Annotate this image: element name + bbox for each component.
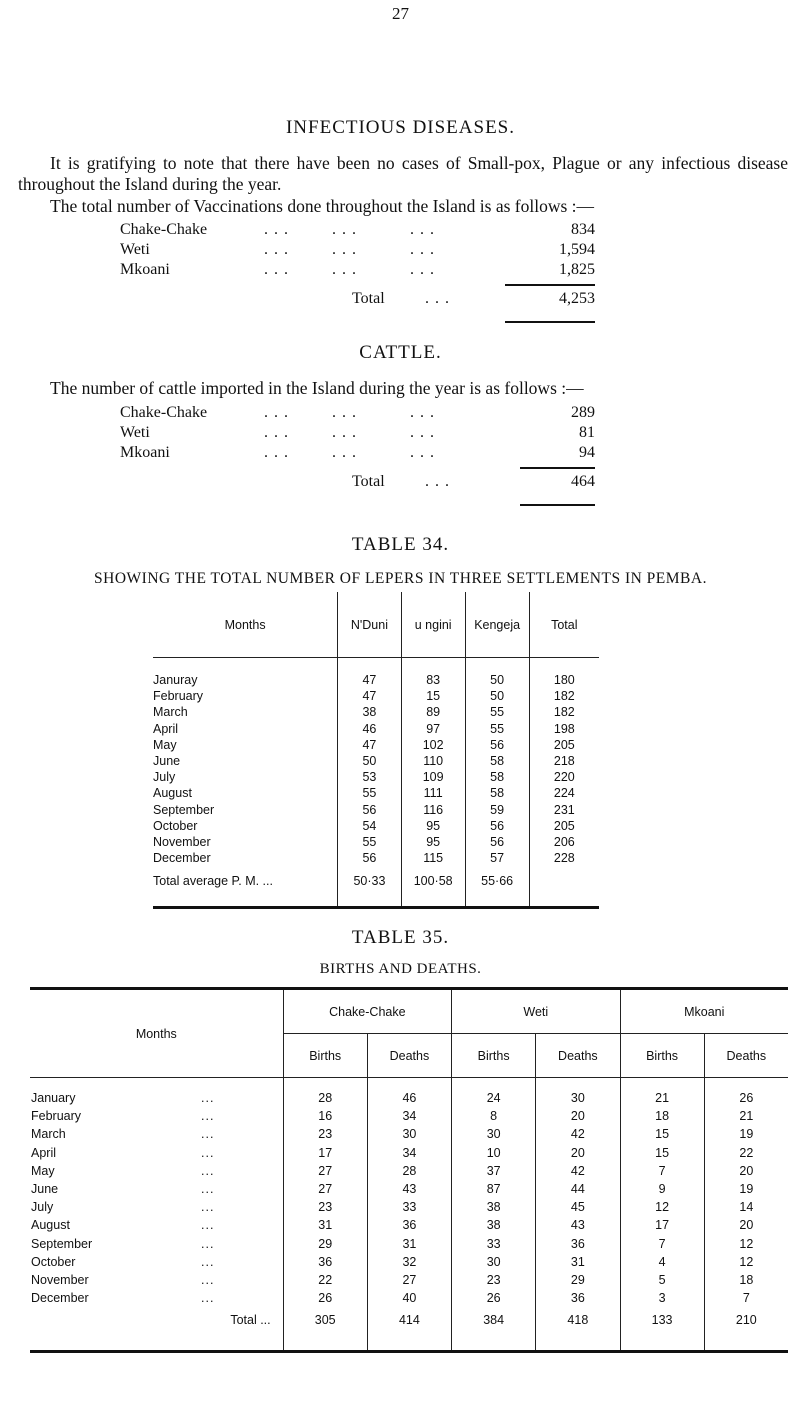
lepers-table <box>153 592 599 909</box>
table-cell: 26 <box>283 1289 367 1307</box>
vaccination-row: Chake-Chake ... ... ... 834 <box>120 221 595 238</box>
sum-rule <box>505 284 595 286</box>
leader-dots: ... <box>201 1291 215 1306</box>
vaccination-intro: The total number of Vaccinations done throughout the Island is as follows :— <box>50 196 595 216</box>
table-cell: 33 <box>367 1198 451 1216</box>
table-cell: 30 <box>452 1125 536 1143</box>
table-cell: 231 <box>529 802 599 818</box>
table35-subtitle: BIRTHS AND DEATHS. <box>319 961 482 977</box>
leader-dots: ... <box>410 261 440 278</box>
table-cell: 12 <box>704 1253 788 1271</box>
table-row <box>30 1180 788 1198</box>
table-cell: 18 <box>704 1271 788 1289</box>
table-cell: 56 <box>465 737 529 753</box>
table-cell: 4 <box>620 1253 704 1271</box>
leader-dots: ... <box>332 241 362 258</box>
cattle-row: Mkoani ... ... ... 94 <box>120 444 595 461</box>
leader-dots: ... <box>201 1254 215 1269</box>
table-cell: 224 <box>529 785 599 801</box>
table-cell: 10 <box>452 1144 536 1162</box>
table-cell: 32 <box>367 1253 451 1271</box>
row-label: March <box>153 705 188 720</box>
col-header-births: Births <box>283 1034 367 1078</box>
table-cell: 17 <box>283 1144 367 1162</box>
row-label: January ... <box>31 1091 215 1106</box>
row-label: November <box>153 834 211 849</box>
table-cell: 15 <box>401 688 465 704</box>
col-header-kengeja: Kengeja <box>465 592 529 658</box>
table-cell: 55 <box>465 704 529 720</box>
table-cell: 43 <box>367 1180 451 1198</box>
table-cell: 305 <box>283 1307 367 1352</box>
table-cell: 36 <box>536 1235 620 1253</box>
table-cell: 14 <box>704 1198 788 1216</box>
leader-dots: ... <box>332 424 362 441</box>
vaccination-list <box>120 221 595 311</box>
table34-title: TABLE 34. <box>351 534 450 555</box>
table-row <box>153 753 599 769</box>
table-cell: 95 <box>401 818 465 834</box>
leader-dots: ... <box>201 1109 215 1124</box>
table-cell: 55·66 <box>465 866 529 908</box>
row-label: August <box>153 786 192 801</box>
table-cell: 9 <box>620 1180 704 1198</box>
table-cell: 57 <box>465 850 529 866</box>
table-cell: 115 <box>401 850 465 866</box>
leader-dots: ... <box>332 444 362 461</box>
leader-dots: ... <box>332 261 362 278</box>
table-cell: 89 <box>401 704 465 720</box>
table-cell: 205 <box>529 818 599 834</box>
table-cell: 17 <box>620 1216 704 1234</box>
table-cell: 47 <box>338 737 402 753</box>
leader-dots: ... <box>332 404 362 421</box>
table-cell <box>529 866 599 908</box>
table-cell: 116 <box>401 802 465 818</box>
table-cell: 20 <box>704 1162 788 1180</box>
table-cell: 38 <box>338 704 402 720</box>
table-row <box>30 1144 788 1162</box>
table-cell: 28 <box>283 1078 367 1108</box>
table-cell: 56 <box>338 850 402 866</box>
table-row <box>153 721 599 737</box>
table-cell: 83 <box>401 658 465 689</box>
table-cell: 33 <box>452 1235 536 1253</box>
table-cell: 37 <box>452 1162 536 1180</box>
leader-dots: ... <box>264 221 294 238</box>
table-cell: 16 <box>283 1107 367 1125</box>
table-row <box>30 1107 788 1125</box>
table-cell: 228 <box>529 850 599 866</box>
table-cell: 29 <box>283 1235 367 1253</box>
table-cell: 15 <box>620 1144 704 1162</box>
table-cell: 58 <box>465 753 529 769</box>
table-cell: 18 <box>620 1107 704 1125</box>
table-cell: 21 <box>704 1107 788 1125</box>
table-cell: 19 <box>704 1125 788 1143</box>
group-header-weti: Weti <box>452 989 620 1034</box>
table-cell: 28 <box>367 1162 451 1180</box>
table-row <box>30 1078 788 1108</box>
table-cell: 50·33 <box>338 866 402 908</box>
cattle-heading: CATTLE. <box>359 342 442 363</box>
table-cell: 97 <box>401 721 465 737</box>
table-cell: 182 <box>529 688 599 704</box>
table-cell: 102 <box>401 737 465 753</box>
table-cell: 36 <box>283 1253 367 1271</box>
leader-dots: ... <box>201 1163 215 1178</box>
col-header-total: Total <box>529 592 599 658</box>
table-cell: 54 <box>338 818 402 834</box>
table35-title: TABLE 35. <box>351 927 450 948</box>
leader-dots: ... <box>201 1145 215 1160</box>
table-cell: 50 <box>465 658 529 689</box>
table-cell: 43 <box>536 1216 620 1234</box>
table-row <box>153 658 599 689</box>
table-cell: 59 <box>465 802 529 818</box>
table-cell: 58 <box>465 769 529 785</box>
table-cell: 42 <box>536 1162 620 1180</box>
row-label: Total ... <box>230 1313 271 1328</box>
table-cell: 56 <box>465 834 529 850</box>
total-row <box>30 1307 788 1352</box>
leader-dots: ... <box>264 424 294 441</box>
table-cell: 182 <box>529 704 599 720</box>
leader-dots: ... <box>264 404 294 421</box>
cattle-intro: The number of cattle imported in the Island during the year is as follows :— <box>50 378 584 398</box>
page-number: 27 <box>392 4 409 23</box>
table-cell: 384 <box>452 1307 536 1352</box>
table-cell: 23 <box>283 1198 367 1216</box>
table-cell: 31 <box>367 1235 451 1253</box>
table-row <box>30 1289 788 1307</box>
leader-dots: ... <box>201 1127 215 1142</box>
row-label: June ... <box>31 1182 215 1197</box>
table-cell: 27 <box>367 1271 451 1289</box>
table-cell: 133 <box>620 1307 704 1352</box>
leader-dots: ... <box>201 1200 215 1215</box>
row-label: April ... <box>31 1145 215 1160</box>
row-label: October ... <box>31 1254 215 1269</box>
table-cell: 47 <box>338 658 402 689</box>
leader-dots: ... <box>264 444 294 461</box>
row-label: May <box>153 737 177 752</box>
row-label: December <box>153 851 211 866</box>
table-row <box>30 1198 788 1216</box>
table-cell: 30 <box>367 1125 451 1143</box>
table-cell: 46 <box>367 1078 451 1108</box>
table34-subtitle: SHOWING THE TOTAL NUMBER OF LEPERS IN THREE SETTLEMENTS IN PEMBA. <box>94 570 707 587</box>
table-cell: 46 <box>338 721 402 737</box>
table-cell: 27 <box>283 1180 367 1198</box>
row-label: March ... <box>31 1127 215 1142</box>
table-cell: 206 <box>529 834 599 850</box>
table-cell: 27 <box>283 1162 367 1180</box>
table-cell: 58 <box>465 785 529 801</box>
leader-dots: ... <box>410 424 440 441</box>
table-row <box>153 850 599 866</box>
leader-dots: ... <box>410 404 440 421</box>
leader-dots: ... <box>201 1236 215 1251</box>
row-label: December ... <box>31 1291 215 1306</box>
table-cell: 55 <box>338 834 402 850</box>
table-cell: 47 <box>338 688 402 704</box>
table-cell: 31 <box>283 1216 367 1234</box>
table-row <box>153 737 599 753</box>
table-cell: 30 <box>536 1078 620 1108</box>
leader-dots: ... <box>425 473 455 490</box>
table-cell: 50 <box>465 688 529 704</box>
table-header-row <box>153 592 599 658</box>
row-label: September <box>153 802 215 817</box>
leader-dots: ... <box>264 261 294 278</box>
table-cell: 218 <box>529 753 599 769</box>
table-cell: 111 <box>401 785 465 801</box>
leader-dots: ... <box>410 221 440 238</box>
row-label: June <box>153 754 181 769</box>
table-cell: 50 <box>338 753 402 769</box>
row-label: Total average P. M. ... <box>153 874 273 889</box>
leader-dots: ... <box>264 241 294 258</box>
table-cell: 20 <box>536 1107 620 1125</box>
group-header-mkoani: Mkoani <box>620 989 788 1034</box>
row-label: August ... <box>31 1218 215 1233</box>
col-header-deaths: Deaths <box>367 1034 451 1078</box>
table-cell: 38 <box>452 1198 536 1216</box>
table-cell: 220 <box>529 769 599 785</box>
table-cell: 210 <box>704 1307 788 1352</box>
table-row <box>30 1235 788 1253</box>
table-group-header-row <box>30 989 788 1034</box>
table-cell: 3 <box>620 1289 704 1307</box>
table-cell: 22 <box>283 1271 367 1289</box>
leader-dots: ... <box>425 290 455 307</box>
row-label: July ... <box>31 1200 215 1215</box>
leader-dots: ... <box>410 241 440 258</box>
table-cell: 34 <box>367 1144 451 1162</box>
col-header-deaths: Deaths <box>704 1034 788 1078</box>
table-cell: 5 <box>620 1271 704 1289</box>
table-cell: 23 <box>452 1271 536 1289</box>
row-label: July <box>153 770 176 785</box>
table-row <box>30 1216 788 1234</box>
table-cell: 110 <box>401 753 465 769</box>
table-row <box>30 1125 788 1143</box>
table-row <box>153 704 599 720</box>
cattle-list <box>120 404 595 494</box>
table-cell: 45 <box>536 1198 620 1216</box>
table-row <box>153 769 599 785</box>
total-row <box>153 866 599 908</box>
table-row <box>153 834 599 850</box>
cattle-row: Weti ... ... ... 81 <box>120 424 595 441</box>
infectious-heading: INFECTIOUS DISEASES. <box>285 117 516 138</box>
table-cell: 205 <box>529 737 599 753</box>
cattle-total-row: Total ... 464 <box>352 473 595 490</box>
col-header-deaths: Deaths <box>536 1034 620 1078</box>
table-cell: 198 <box>529 721 599 737</box>
leader-dots: ... <box>410 444 440 461</box>
table-cell: 21 <box>620 1078 704 1108</box>
table-cell: 31 <box>536 1253 620 1271</box>
table-cell: 20 <box>704 1216 788 1234</box>
table-cell: 42 <box>536 1125 620 1143</box>
row-label: April <box>153 721 179 736</box>
total-rule <box>505 321 595 323</box>
table-cell: 40 <box>367 1289 451 1307</box>
group-header-chake-chake: Chake-Chake <box>283 989 451 1034</box>
leader-dots: ... <box>201 1182 215 1197</box>
table-cell: 7 <box>704 1289 788 1307</box>
table-row <box>30 1253 788 1271</box>
leader-dots: ... <box>201 1218 215 1233</box>
table-cell: 56 <box>338 802 402 818</box>
table-cell: 55 <box>465 721 529 737</box>
table-cell: 36 <box>367 1216 451 1234</box>
table-cell: 55 <box>338 785 402 801</box>
table-row <box>153 818 599 834</box>
table-cell: 109 <box>401 769 465 785</box>
sum-rule <box>520 467 595 469</box>
table-cell: 26 <box>452 1289 536 1307</box>
births-deaths-table <box>30 987 788 1353</box>
table-cell: 7 <box>620 1162 704 1180</box>
row-label: May ... <box>31 1163 215 1178</box>
table-cell: 24 <box>452 1078 536 1108</box>
table-cell: 100·58 <box>401 866 465 908</box>
table-row <box>153 688 599 704</box>
table-cell: 7 <box>620 1235 704 1253</box>
table-cell: 12 <box>704 1235 788 1253</box>
infectious-paragraph: It is gratifying to note that there have been no cases of Small-pox, Plague or any infectious disease throughout the Island during the year. <box>18 153 788 194</box>
table-cell: 22 <box>704 1144 788 1162</box>
row-label: February ... <box>31 1109 215 1124</box>
table-cell: 34 <box>367 1107 451 1125</box>
table-cell: 414 <box>367 1307 451 1352</box>
table-cell: 29 <box>536 1271 620 1289</box>
row-label: September ... <box>31 1236 215 1251</box>
row-label: November ... <box>31 1272 215 1287</box>
table-cell: 180 <box>529 658 599 689</box>
table-cell: 20 <box>536 1144 620 1162</box>
vaccination-row: Weti ... ... ... 1,594 <box>120 241 595 258</box>
table-cell: 38 <box>452 1216 536 1234</box>
table-cell: 15 <box>620 1125 704 1143</box>
leader-dots: ... <box>201 1272 215 1287</box>
leader-dots: ... <box>201 1091 215 1106</box>
table-row <box>30 1271 788 1289</box>
total-rule <box>520 504 595 506</box>
table-cell: 8 <box>452 1107 536 1125</box>
row-label: October <box>153 818 198 833</box>
vaccination-total-row: Total ... 4,253 <box>352 290 595 307</box>
row-label: February <box>153 689 204 704</box>
cattle-row: Chake-Chake ... ... ... 289 <box>120 404 595 421</box>
table-cell: 56 <box>465 818 529 834</box>
table-row <box>153 802 599 818</box>
row-label: Januray <box>153 673 198 688</box>
table-cell: 95 <box>401 834 465 850</box>
table-cell: 26 <box>704 1078 788 1108</box>
vaccination-row: Mkoani ... ... ... 1,825 <box>120 261 595 278</box>
table-cell: 44 <box>536 1180 620 1198</box>
col-header-births: Births <box>452 1034 536 1078</box>
table-cell: 418 <box>536 1307 620 1352</box>
table-row <box>30 1162 788 1180</box>
col-header-births: Births <box>620 1034 704 1078</box>
col-header-nduni: N'Duni <box>338 592 402 658</box>
table-cell: 23 <box>283 1125 367 1143</box>
col-header-ungini: u ngini <box>401 592 465 658</box>
col-header-months: Months <box>135 1026 177 1041</box>
table-row <box>153 785 599 801</box>
table-cell: 53 <box>338 769 402 785</box>
leader-dots: ... <box>332 221 362 238</box>
table-cell: 36 <box>536 1289 620 1307</box>
col-header-months: Months <box>224 617 266 632</box>
table-cell: 19 <box>704 1180 788 1198</box>
table-cell: 87 <box>452 1180 536 1198</box>
table-cell: 30 <box>452 1253 536 1271</box>
table-cell: 12 <box>620 1198 704 1216</box>
